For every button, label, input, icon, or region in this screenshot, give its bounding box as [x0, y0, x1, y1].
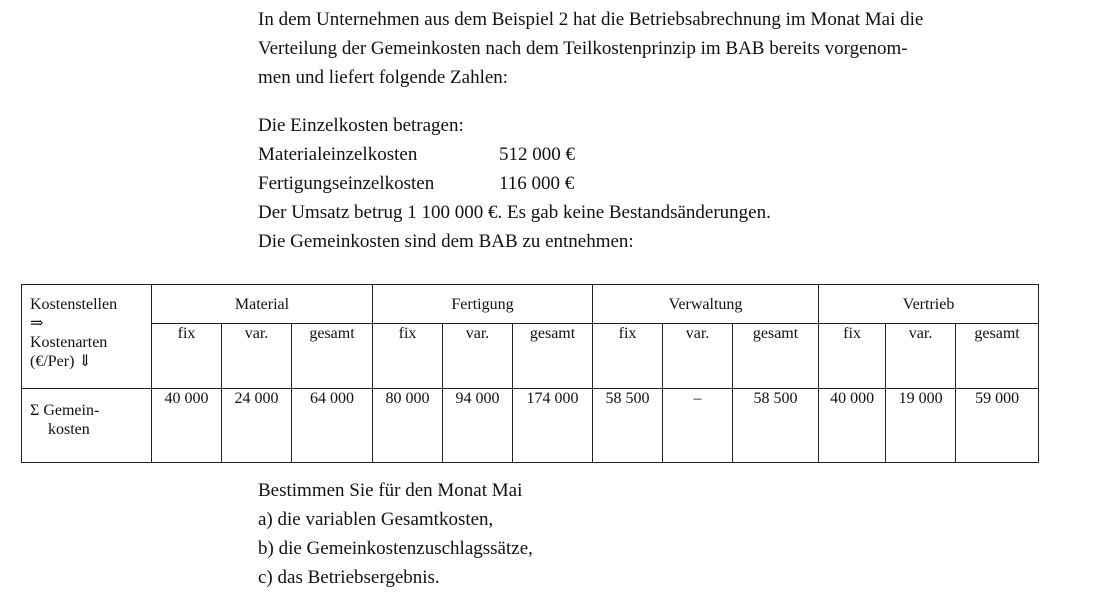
group-header-material: Material	[152, 285, 373, 324]
fertigungseinzelkosten-label: Fertigungseinzelkosten	[258, 173, 435, 194]
intro-line: men und liefert folgende Zahlen:	[258, 67, 509, 88]
table-row	[22, 389, 1039, 463]
subheader-cell: var.	[443, 324, 513, 389]
value-cell: 174 000	[513, 389, 593, 463]
corner-line: Kostenstellen	[30, 296, 118, 313]
value-cell: 58 500	[733, 389, 819, 463]
subheader-cell: fix	[593, 324, 663, 389]
cost-data-block	[258, 111, 1048, 256]
question-c: c) das Betriebsergebnis.	[258, 567, 440, 588]
row-label: kosten	[48, 421, 90, 438]
subheader-cell: fix	[373, 324, 443, 389]
group-header-verwaltung: Verwaltung	[593, 285, 819, 324]
gemeinkosten-hint: Die Gemeinkosten sind dem BAB zu entnehmen:	[258, 231, 634, 252]
fertigungseinzelkosten-value: 116 000 €	[499, 173, 575, 194]
value-cell: 58 500	[593, 389, 663, 463]
right-arrow-icon: ⇒	[30, 315, 44, 332]
group-header-fertigung: Fertigung	[373, 285, 593, 324]
intro-paragraph	[258, 5, 1048, 92]
fertigungseinzelkosten-row	[258, 169, 1048, 198]
subheader-cell: var.	[886, 324, 956, 389]
table-corner-cell	[22, 285, 152, 389]
cost-center-header-row	[22, 285, 1039, 324]
subheader-cell: gesamt	[292, 324, 373, 389]
value-cell: –	[663, 389, 733, 463]
subheader-cell: fix	[819, 324, 886, 389]
bab-table	[21, 284, 1039, 463]
question-b: b) die Gemeinkostenzuschlagssätze,	[258, 538, 533, 559]
value-cell: 80 000	[373, 389, 443, 463]
subheader-cell: fix	[152, 324, 222, 389]
intro-line: In dem Unternehmen aus dem Beispiel 2 hat die Betriebsabrechnung im Monat Mai die	[258, 9, 924, 30]
materialeinzelkosten-row	[258, 140, 1048, 169]
value-cell: 19 000	[886, 389, 956, 463]
value-cell: 24 000	[222, 389, 292, 463]
questions-block	[258, 476, 1048, 592]
subheader-cell: var.	[222, 324, 292, 389]
subheader-cell: gesamt	[513, 324, 593, 389]
umsatz-sentence: Der Umsatz betrug 1 100 000 €. Es gab keine Bestandsänderungen.	[258, 202, 771, 223]
einzelkosten-heading: Die Einzelkosten betragen:	[258, 115, 464, 136]
question-a: a) die variablen Gesamtkosten,	[258, 509, 494, 530]
value-cell: 59 000	[956, 389, 1039, 463]
value-cell: 40 000	[819, 389, 886, 463]
materialeinzelkosten-label: Materialeinzelkosten	[258, 144, 418, 165]
subheader-cell: gesamt	[956, 324, 1039, 389]
corner-line: (€/Per) ⇓	[30, 353, 92, 370]
materialeinzelkosten-value: 512 000 €	[499, 144, 575, 165]
row-label: Σ Gemein-	[30, 402, 100, 419]
value-cell: 94 000	[443, 389, 513, 463]
subheader-cell: gesamt	[733, 324, 819, 389]
intro-line: Verteilung der Gemeinkosten nach dem Teilkostenprinzip im BAB bereits vorgenom-	[258, 38, 908, 59]
group-header-vertrieb: Vertrieb	[819, 285, 1039, 324]
row-header-gemeinkosten	[22, 389, 152, 463]
value-cell: 64 000	[292, 389, 373, 463]
subheader-cell: var.	[663, 324, 733, 389]
subheader-row	[22, 324, 1039, 389]
questions-intro: Bestimmen Sie für den Monat Mai	[258, 480, 523, 501]
corner-line: Kostenarten	[30, 334, 108, 351]
value-cell: 40 000	[152, 389, 222, 463]
